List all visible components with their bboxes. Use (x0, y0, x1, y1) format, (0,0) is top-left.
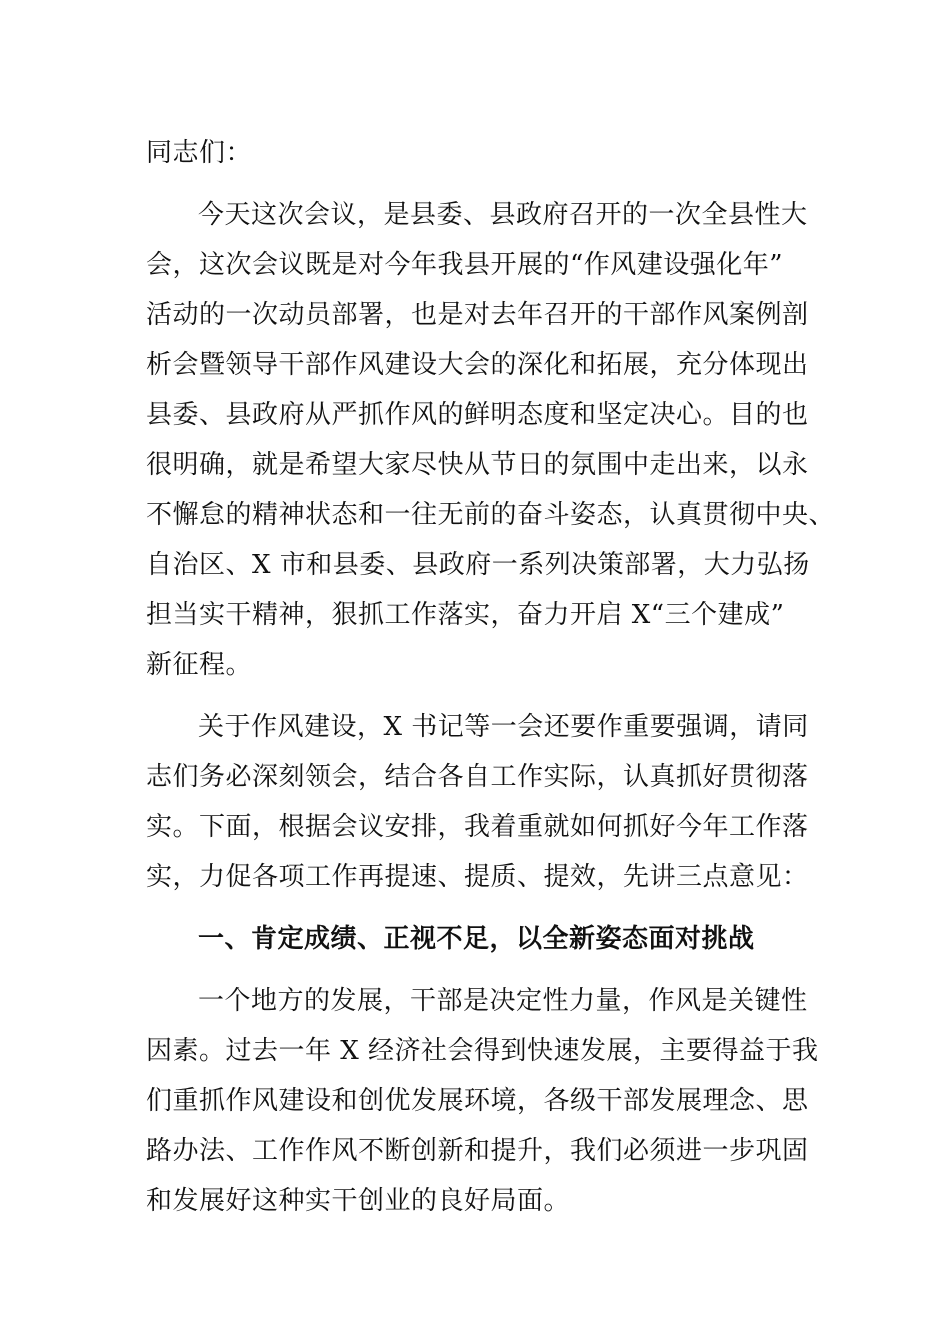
paragraph-line: 志们务必深刻领会，结合各自工作实际，认真抓好贯彻落 (146, 762, 809, 792)
paragraph-line: 很明确，就是希望大家尽快从节日的氛围中走出来，以永 (146, 450, 809, 480)
paragraph-line: 路办法、工作作风不断创新和提升，我们必须进一步巩固 (146, 1136, 809, 1166)
paragraph-2 (146, 702, 809, 902)
paragraph-line: 县委、县政府从严抓作风的鲜明态度和坚定决心。目的也 (146, 400, 809, 430)
paragraph-line: 活动的一次动员部署，也是对去年召开的干部作风案例剖 (146, 300, 809, 330)
document-body (146, 128, 836, 1226)
paragraph-line: 担当实干精神，狠抓工作落实，奋力开启 X“三个建成” (146, 600, 785, 630)
paragraph-1 (146, 190, 836, 690)
paragraph-line: 新征程。 (146, 650, 253, 680)
section-heading (146, 914, 806, 964)
paragraph-line: 一个地方的发展，干部是决定性力量，作风是关键性 (198, 986, 808, 1016)
salutation (146, 128, 806, 178)
salutation-line: 同志们： (146, 138, 253, 168)
paragraph-line: 不懈怠的精神状态和一往无前的奋斗姿态，认真贯彻中央、 (146, 500, 836, 530)
paragraph-line: 关于作风建设，X 书记等一会还要作重要强调，请同 (198, 712, 809, 742)
paragraph-line: 因素。过去一年 X 经济社会得到快速发展，主要得益于我 (146, 1036, 819, 1066)
paragraph-line: 析会暨领导干部作风建设大会的深化和拓展，充分体现出 (146, 350, 809, 380)
paragraph-line: 自治区、X 市和县委、县政府一系列决策部署，大力弘扬 (146, 550, 810, 580)
paragraph-line: 今天这次会议，是县委、县政府召开的一次全县性大 (198, 200, 808, 230)
paragraph-line: 会，这次会议既是对今年我县开展的“作风建设强化年” (146, 250, 784, 280)
paragraph-line: 和发展好这种实干创业的良好局面。 (146, 1186, 571, 1216)
paragraph-line: 们重抓作风建设和创优发展环境，各级干部发展理念、思 (146, 1086, 809, 1116)
section-heading-text: 一、肯定成绩、正视不足，以全新姿态面对挑战 (198, 924, 755, 954)
paragraph-line: 实，力促各项工作再提速、提质、提效，先讲三点意见： (146, 862, 809, 892)
paragraph-3 (146, 976, 819, 1226)
paragraph-line: 实。下面，根据会议安排，我着重就如何抓好今年工作落 (146, 812, 809, 842)
